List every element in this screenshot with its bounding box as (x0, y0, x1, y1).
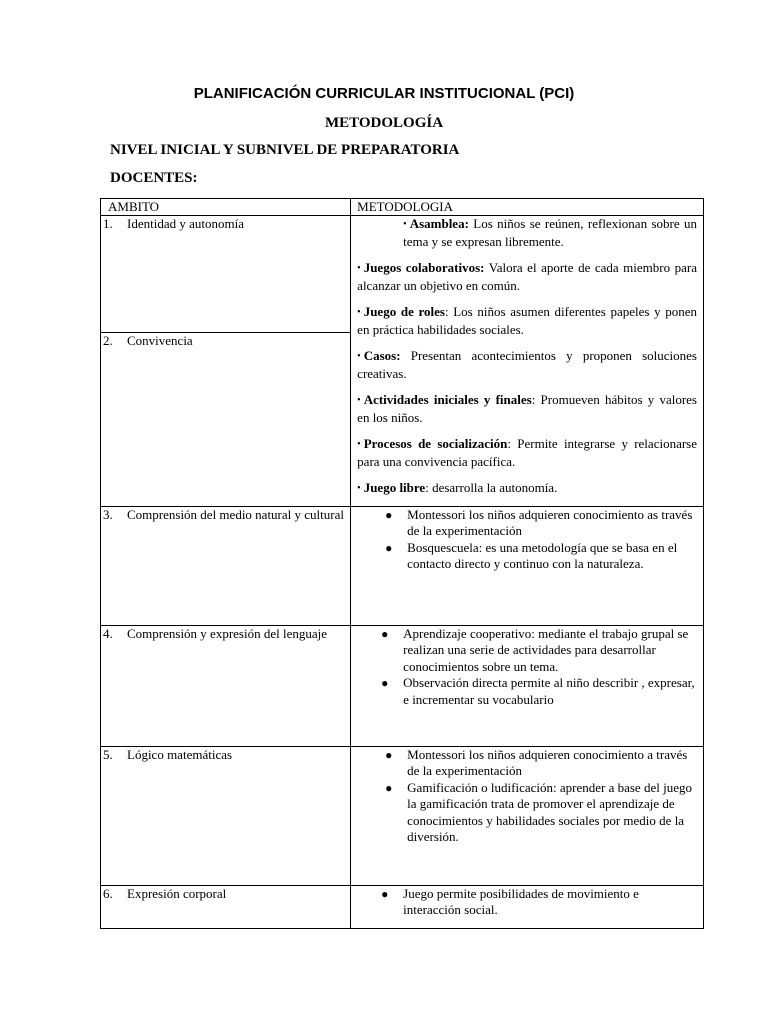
list-item (385, 507, 703, 540)
list-item-text: Bosquescuela: es una metodología que se basa en el contacto directo y continuo con la naturaleza. (407, 539, 678, 571)
header-metodologia-cell (351, 199, 704, 216)
bullet-icon: ● (385, 747, 393, 762)
methodology-cell-1 (351, 216, 704, 507)
ambito-cell-2 (101, 333, 351, 507)
bullet-icon: • (357, 263, 361, 274)
bullet-icon: ● (385, 540, 393, 555)
method-text: : Permite integrarse y relacionarse para una convivencia pacífica. (357, 436, 697, 469)
method-text: : desarrolla la autonomía. (425, 480, 558, 495)
ambito-number: 4. (103, 625, 113, 641)
method-text: Los niños se reúnen, reflexionan sobre un tema y se expresan libremente. (403, 216, 697, 249)
header-metodologia: METODOLOGIA (357, 199, 453, 214)
ambito-cell-5 (101, 746, 351, 885)
list-item-text: Montessori los niños adquieren conocimiento as través de la experimentación (407, 506, 693, 538)
ambito-item (101, 886, 350, 903)
bullet-icon: ● (381, 676, 389, 690)
method-text: : Los niños asumen diferentes papeles y ponen en práctica habilidades sociales. (357, 304, 697, 337)
ambito-item (101, 507, 350, 524)
list-item-text: Aprendizaje cooperativo: mediante el trabajo grupal se realizan una serie de actividades para desarrollar conocimientos sobre un tema. (403, 625, 689, 674)
ambito-number: 2. (103, 333, 113, 348)
bullet-icon: • (357, 395, 361, 406)
method-paragraph (351, 436, 703, 470)
ambito-label: Identidad y autonomía (127, 216, 244, 231)
method-term: Procesos de socialización (363, 436, 508, 451)
ambito-cell-4 (101, 625, 351, 746)
method-term: Casos: (363, 348, 401, 363)
methodology-cell-4 (351, 625, 704, 746)
method-text: : Promueven hábitos y valores en los niños. (357, 392, 697, 425)
ambito-number: 6. (103, 885, 113, 901)
method-term: Juegos colaborativos: (363, 260, 485, 275)
level-heading: NIVEL INICIAL Y SUBNIVEL DE PREPARATORIA (110, 142, 460, 158)
table-row (101, 746, 704, 885)
list-item (381, 886, 703, 919)
methodology-cell-3 (351, 506, 704, 625)
method-paragraph (351, 348, 703, 382)
ambito-label: Comprensión del medio natural y cultural (127, 506, 344, 522)
ambito-item (101, 626, 350, 643)
list-item (385, 780, 703, 846)
bullet-icon: ● (385, 780, 393, 795)
list-item-text: Montessori los niños adquieren conocimiento a través de la experimentación (407, 746, 688, 778)
method-paragraph (351, 392, 703, 426)
list-item-text: Gamificación o ludificación: aprender a base del juego la gamificación trata de promover el aprendizaje de conocimientos y habilidades sociales por medio de la diversión. (407, 779, 692, 844)
method-text: Valora el aporte de cada miembro para alcanzar un objetivo en común. (357, 260, 697, 293)
ambito-number: 5. (103, 746, 113, 762)
list-item-text: Juego permite posibilidades de movimiento e interacción social. (403, 885, 639, 917)
header-ambito: AMBITO (108, 199, 160, 214)
method-term: Actividades iniciales y finales (363, 392, 532, 407)
bullet-icon: ● (385, 507, 393, 522)
method-term: Juego libre (363, 480, 426, 495)
methodology-cell-6 (351, 885, 704, 928)
method-paragraph (351, 216, 703, 250)
method-paragraph (351, 304, 703, 338)
ambito-item (101, 747, 350, 764)
method-paragraph (351, 480, 703, 498)
list-item (385, 540, 703, 573)
method-text: Presentan acontecimientos y proponen soluciones creativas. (357, 348, 697, 381)
list-item (381, 626, 703, 676)
bullet-icon: • (357, 483, 361, 494)
ambito-label: Expresión corporal (127, 885, 227, 901)
ambito-cell-3 (101, 506, 351, 625)
method-term: Asamblea: (409, 216, 469, 231)
bullet-icon: • (357, 351, 361, 362)
teachers-heading: DOCENTES: (110, 170, 198, 186)
ambito-cell-6 (101, 885, 351, 928)
ambito-cell-1 (101, 216, 351, 333)
ambito-label: Lógico matemáticas (127, 746, 233, 762)
ambito-label: Convivencia (127, 333, 193, 348)
table-row (101, 625, 704, 746)
table-header-row (101, 199, 704, 216)
ambito-item (101, 333, 350, 350)
table-row (101, 506, 704, 625)
ambito-number: 3. (103, 506, 113, 522)
method-list (385, 507, 703, 573)
methodology-table (100, 198, 704, 929)
list-item (385, 747, 703, 780)
method-list (381, 626, 703, 709)
method-paragraph (351, 260, 703, 294)
document-subtitle: METODOLOGÍA (324, 115, 444, 131)
bullet-icon: • (357, 439, 361, 450)
methodology-cell-5 (351, 746, 704, 885)
table-row (101, 885, 704, 928)
bullet-icon: • (357, 307, 361, 318)
ambito-item (101, 216, 350, 233)
method-list (381, 886, 703, 919)
list-item (381, 675, 703, 708)
header-ambito-cell (101, 199, 351, 216)
ambito-label: Comprensión y expresión del lenguaje (127, 625, 328, 641)
method-term: Juego de roles (363, 304, 445, 319)
bullet-icon: ● (381, 626, 389, 641)
document-title: PLANIFICACIÓN CURRICULAR INSTITUCIONAL (PCI) (193, 85, 575, 102)
ambito-number: 1. (103, 216, 113, 231)
bullet-icon: • (403, 219, 407, 230)
list-item-text: Observación directa permite al niño describir , expresar, e incrementar su vocabulario (403, 675, 695, 707)
bullet-icon: ● (381, 886, 389, 901)
method-list (385, 747, 703, 846)
table-row (101, 216, 704, 333)
